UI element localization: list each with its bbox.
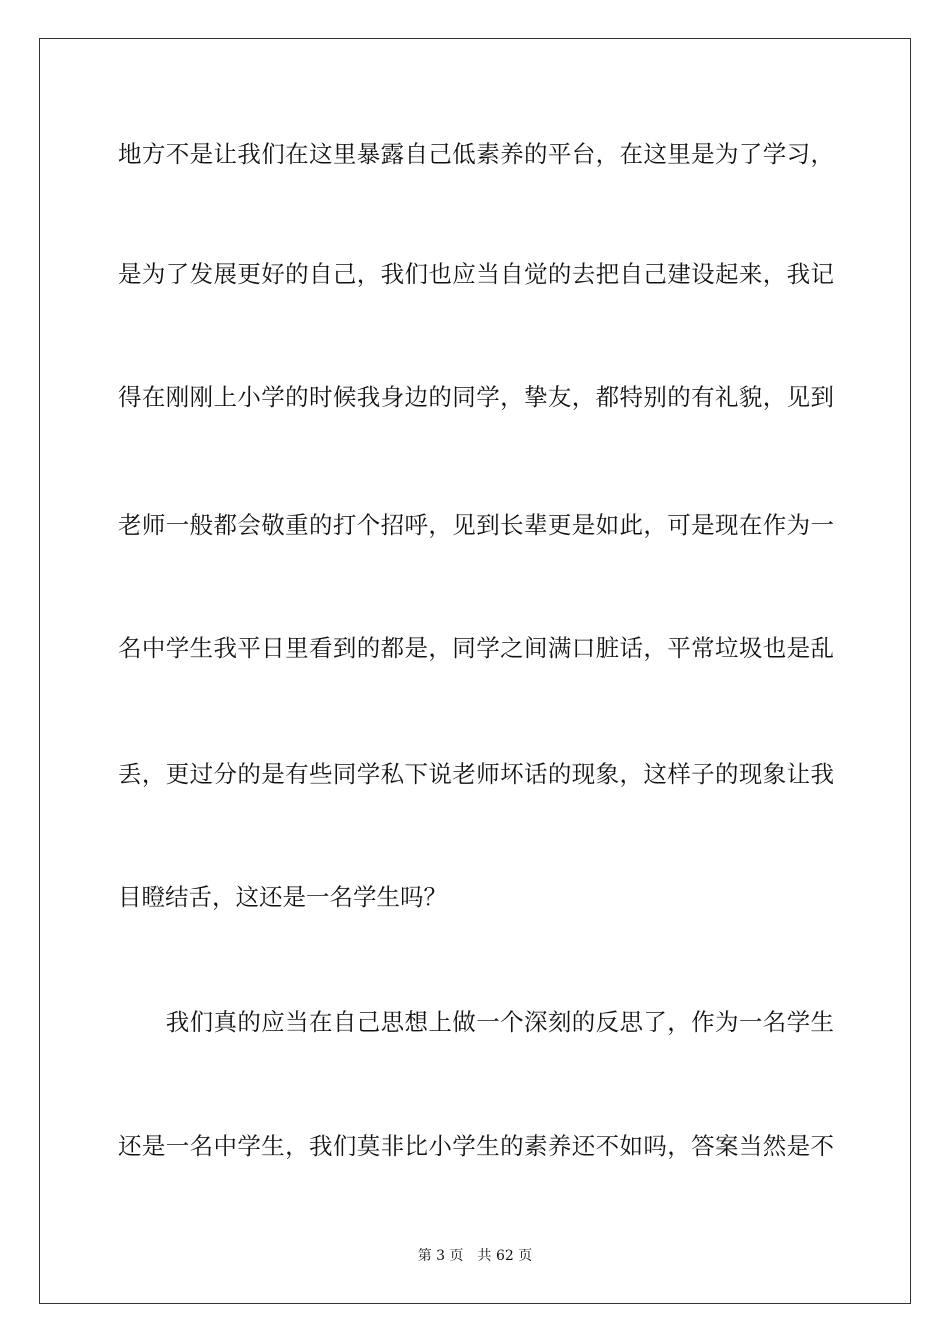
text-line: 丢，更过分的是有些同学私下说老师坏话的现象，这样子的现象让我 xyxy=(118,760,834,788)
page-total: 共 62 页 xyxy=(477,1248,533,1264)
text-line: 是为了发展更好的自己，我们也应当自觉的去把自己建设起来，我记 xyxy=(118,260,834,288)
page-footer xyxy=(0,1247,950,1265)
page-number: 第 3 页 xyxy=(417,1248,464,1264)
text-line: 我们真的应当在自己思想上做一个深刻的反思了，作为一名学生 xyxy=(118,1008,834,1036)
text-line: 还是一名中学生，我们莫非比小学生的素养还不如吗，答案当然是不 xyxy=(118,1132,834,1160)
text-line: 名中学生我平日里看到的都是，同学之间满口脏话，平常垃圾也是乱 xyxy=(118,634,834,662)
text-line: 得在刚刚上小学的时候我身边的同学，挚友，都特别的有礼貌，见到 xyxy=(118,383,834,411)
text-line: 目瞪结舌，这还是一名学生吗？ xyxy=(118,883,447,911)
text-line: 老师一般都会敬重的打个招呼，见到长辈更是如此，可是现在作为一 xyxy=(118,511,834,539)
text-line: 地方不是让我们在这里暴露自己低素养的平台，在这里是为了学习， xyxy=(118,140,834,168)
page-border xyxy=(39,38,911,1304)
